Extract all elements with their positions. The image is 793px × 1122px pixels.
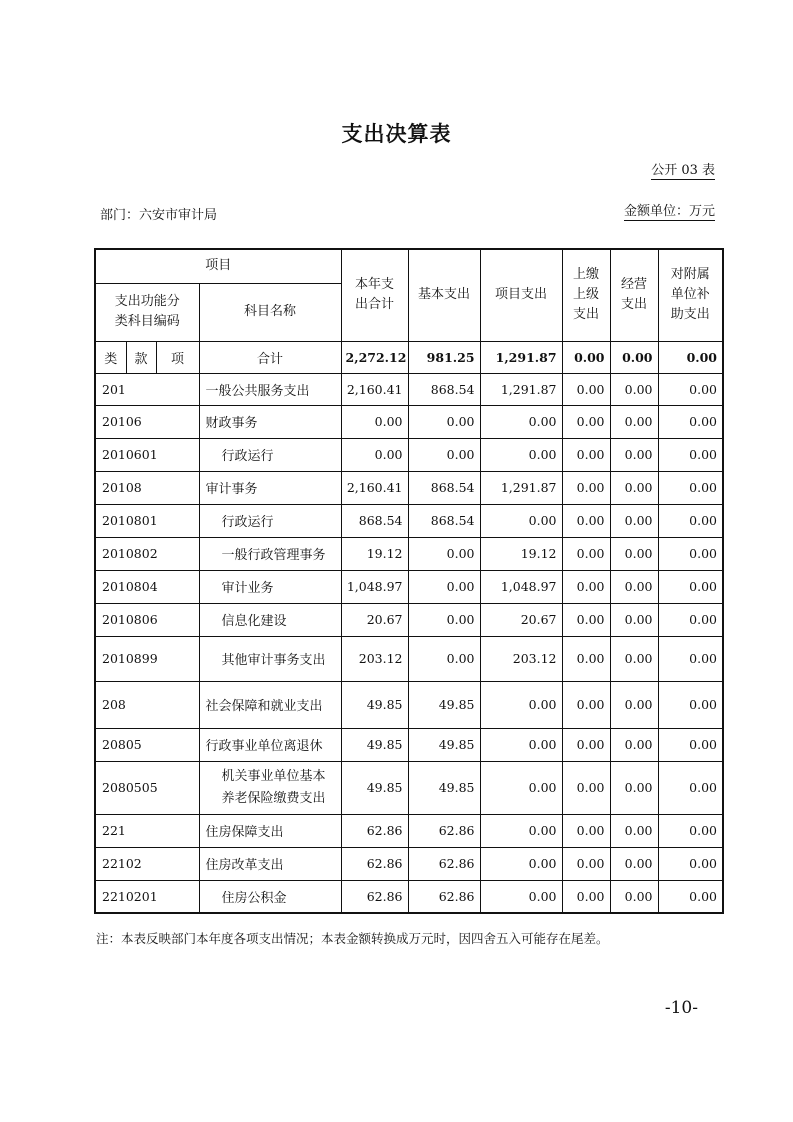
row-upper: 0.00 [562, 603, 610, 636]
row-subsidy: 0.00 [658, 636, 723, 681]
row-business: 0.00 [610, 761, 658, 814]
row-subject-name: 行政事业单位离退休 [199, 728, 341, 761]
row-subsidy: 0.00 [658, 681, 723, 728]
row-business: 0.00 [610, 880, 658, 913]
row-subsidy: 0.00 [658, 761, 723, 814]
row-code: 2080505 [95, 761, 199, 814]
row-total: 203.12 [341, 636, 408, 681]
expenditure-table-container [94, 248, 722, 914]
row-subsidy: 0.00 [658, 373, 723, 405]
row-code: 221 [95, 814, 199, 847]
row-subject-name: 机关事业单位基本养老保险缴费支出 [199, 761, 341, 814]
row-upper: 0.00 [562, 471, 610, 504]
row-basic: 0.00 [408, 405, 480, 438]
table-row [95, 471, 723, 504]
row-basic: 62.86 [408, 847, 480, 880]
header-item: 项目 [95, 249, 341, 283]
row-business: 0.00 [610, 728, 658, 761]
row-code: 20106 [95, 405, 199, 438]
table-row [95, 438, 723, 471]
row-subsidy: 0.00 [658, 504, 723, 537]
row-basic: 62.86 [408, 814, 480, 847]
row-total: 62.86 [341, 814, 408, 847]
row-basic: 868.54 [408, 373, 480, 405]
table-row [95, 880, 723, 913]
row-code: 20108 [95, 471, 199, 504]
row-subsidy: 0.00 [658, 728, 723, 761]
row-project: 19.12 [480, 537, 562, 570]
row-upper: 0.00 [562, 636, 610, 681]
row-code: 201 [95, 373, 199, 405]
row-business: 0.00 [610, 537, 658, 570]
row-subsidy: 0.00 [658, 603, 723, 636]
row-business: 0.00 [610, 603, 658, 636]
row-upper: 0.00 [562, 405, 610, 438]
page-number: -10- [664, 998, 698, 1018]
row-project: 0.00 [480, 405, 562, 438]
total-subsidy: 0.00 [658, 341, 723, 373]
amount-unit-label: 金额单位：万元 [623, 204, 715, 219]
header-lei: 类 [95, 341, 126, 373]
table-row [95, 847, 723, 880]
row-upper: 0.00 [562, 373, 610, 405]
row-project: 0.00 [480, 761, 562, 814]
total-total: 2,272.12 [341, 341, 408, 373]
row-upper: 0.00 [562, 814, 610, 847]
row-subject-name: 住房改革支出 [199, 847, 341, 880]
row-basic: 62.86 [408, 880, 480, 913]
row-subsidy: 0.00 [658, 471, 723, 504]
table-row [95, 504, 723, 537]
row-project: 0.00 [480, 504, 562, 537]
row-upper: 0.00 [562, 438, 610, 471]
row-project: 0.00 [480, 681, 562, 728]
row-project: 0.00 [480, 847, 562, 880]
row-code: 2010899 [95, 636, 199, 681]
row-subsidy: 0.00 [658, 405, 723, 438]
header-business: 经营支出 [610, 249, 658, 341]
row-code: 2210201 [95, 880, 199, 913]
header-subsidy: 对附属单位补助支出 [658, 249, 723, 341]
header-project: 项目支出 [480, 249, 562, 341]
row-subject-name: 社会保障和就业支出 [199, 681, 341, 728]
row-subject-name: 审计业务 [199, 570, 341, 603]
row-subsidy: 0.00 [658, 537, 723, 570]
row-project: 1,048.97 [480, 570, 562, 603]
table-row [95, 761, 723, 814]
row-business: 0.00 [610, 471, 658, 504]
row-project: 1,291.87 [480, 471, 562, 504]
row-business: 0.00 [610, 570, 658, 603]
row-business: 0.00 [610, 814, 658, 847]
row-subsidy: 0.00 [658, 438, 723, 471]
table-row [95, 537, 723, 570]
row-subject-name: 行政运行 [199, 438, 341, 471]
row-subject-name: 审计事务 [199, 471, 341, 504]
total-label: 合计 [199, 341, 341, 373]
row-basic: 0.00 [408, 636, 480, 681]
row-subject-name: 一般行政管理事务 [199, 537, 341, 570]
total-project: 1,291.87 [480, 341, 562, 373]
row-upper: 0.00 [562, 537, 610, 570]
row-total: 0.00 [341, 405, 408, 438]
form-number: 公开 03 表 [651, 163, 715, 178]
expenditure-table [94, 248, 724, 914]
row-subject-name: 一般公共服务支出 [199, 373, 341, 405]
row-total: 20.67 [341, 603, 408, 636]
row-basic: 49.85 [408, 681, 480, 728]
page-title: 支出决算表 [341, 121, 452, 146]
row-upper: 0.00 [562, 880, 610, 913]
row-business: 0.00 [610, 405, 658, 438]
row-subsidy: 0.00 [658, 814, 723, 847]
row-code: 2010802 [95, 537, 199, 570]
footnote: 注：本表反映部门本年度各项支出情况；本表金额转换成万元时，因四舍五入可能存在尾差。 [96, 931, 609, 946]
header-upper: 上缴上级支出 [562, 249, 610, 341]
row-basic: 49.85 [408, 728, 480, 761]
row-total: 2,160.41 [341, 373, 408, 405]
total-basic: 981.25 [408, 341, 480, 373]
row-total: 49.85 [341, 728, 408, 761]
row-project: 0.00 [480, 814, 562, 847]
row-code: 2010601 [95, 438, 199, 471]
row-project: 1,291.87 [480, 373, 562, 405]
row-upper: 0.00 [562, 570, 610, 603]
row-subsidy: 0.00 [658, 570, 723, 603]
row-total: 2,160.41 [341, 471, 408, 504]
header-func-code: 支出功能分类科目编码 [95, 283, 199, 341]
row-project: 0.00 [480, 438, 562, 471]
row-project: 0.00 [480, 880, 562, 913]
row-basic: 0.00 [408, 438, 480, 471]
row-upper: 0.00 [562, 847, 610, 880]
table-row [95, 603, 723, 636]
header-subject-name: 科目名称 [199, 283, 341, 341]
row-basic: 0.00 [408, 570, 480, 603]
total-business: 0.00 [610, 341, 658, 373]
row-business: 0.00 [610, 681, 658, 728]
row-business: 0.00 [610, 373, 658, 405]
row-subject-name: 住房公积金 [199, 880, 341, 913]
header-xiang: 项 [156, 341, 199, 373]
row-code: 22102 [95, 847, 199, 880]
row-total: 0.00 [341, 438, 408, 471]
row-total: 49.85 [341, 681, 408, 728]
row-business: 0.00 [610, 636, 658, 681]
row-basic: 868.54 [408, 504, 480, 537]
row-total: 62.86 [341, 880, 408, 913]
table-row [95, 373, 723, 405]
row-subject-name: 财政事务 [199, 405, 341, 438]
row-subsidy: 0.00 [658, 880, 723, 913]
row-business: 0.00 [610, 504, 658, 537]
header-basic: 基本支出 [408, 249, 480, 341]
row-upper: 0.00 [562, 504, 610, 537]
row-basic: 868.54 [408, 471, 480, 504]
row-project: 203.12 [480, 636, 562, 681]
row-upper: 0.00 [562, 728, 610, 761]
table-row [95, 636, 723, 681]
total-upper: 0.00 [562, 341, 610, 373]
row-total: 1,048.97 [341, 570, 408, 603]
table-row [95, 405, 723, 438]
table-row [95, 728, 723, 761]
row-code: 2010804 [95, 570, 199, 603]
row-code: 2010806 [95, 603, 199, 636]
row-basic: 0.00 [408, 603, 480, 636]
department-label: 部门：六安市审计局 [100, 208, 218, 223]
row-project: 20.67 [480, 603, 562, 636]
header-total: 本年支出合计 [341, 249, 408, 341]
row-total: 49.85 [341, 761, 408, 814]
row-subject-name: 其他审计事务支出 [199, 636, 341, 681]
row-code: 20805 [95, 728, 199, 761]
row-total: 19.12 [341, 537, 408, 570]
table-row [95, 814, 723, 847]
row-upper: 0.00 [562, 761, 610, 814]
row-project: 0.00 [480, 728, 562, 761]
table-row [95, 570, 723, 603]
table-row [95, 681, 723, 728]
row-upper: 0.00 [562, 681, 610, 728]
row-total: 868.54 [341, 504, 408, 537]
header-kuan: 款 [126, 341, 156, 373]
row-subject-name: 住房保障支出 [199, 814, 341, 847]
row-business: 0.00 [610, 847, 658, 880]
row-basic: 0.00 [408, 537, 480, 570]
row-subject-name: 信息化建设 [199, 603, 341, 636]
row-business: 0.00 [610, 438, 658, 471]
row-basic: 49.85 [408, 761, 480, 814]
row-code: 2010801 [95, 504, 199, 537]
row-subsidy: 0.00 [658, 847, 723, 880]
row-subject-name: 行政运行 [199, 504, 341, 537]
row-code: 208 [95, 681, 199, 728]
row-total: 62.86 [341, 847, 408, 880]
